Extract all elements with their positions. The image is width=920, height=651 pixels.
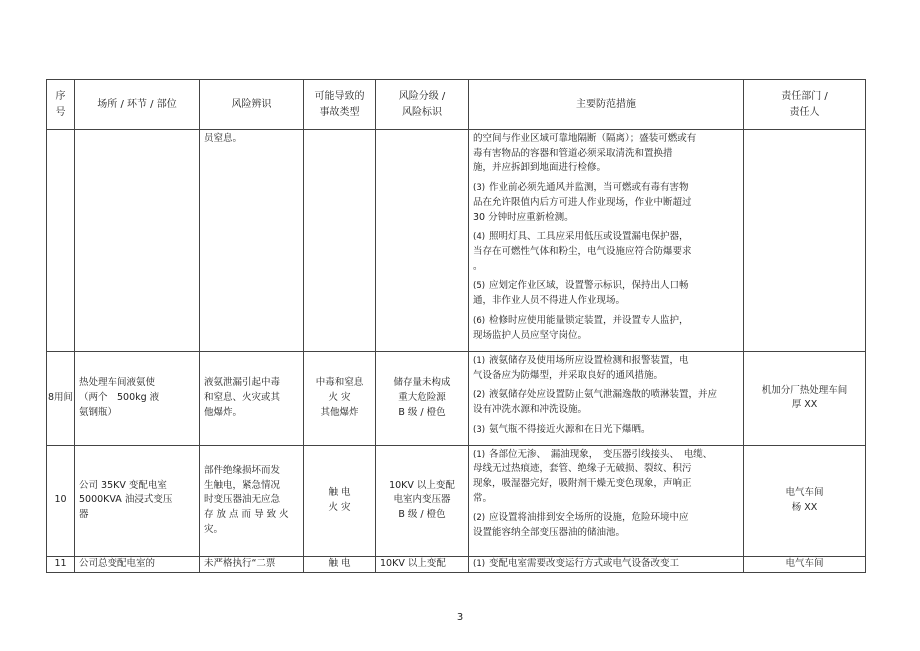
risk-cell: 未严格执行“二票 <box>200 556 304 572</box>
header-risk-identification: 风险辨识 <box>200 80 304 130</box>
accident-cell: 中毒和窒息 火 灾 其他爆炸 <box>304 352 376 446</box>
measures-cell: (1) 各部位无渗、 漏油现象， 变压器引线接头、 电缆、 母线无过热痕迹，套管、绝缘子无破损、裂纹、积污 现象，吸湿器完好，吸附剂干燥无变色现象，声响正 常。 (2) 应设置将油排到安全场所的设施，危险环境中应 设置能容纳全部变压器油的储油池。 <box>469 445 744 556</box>
page-number: 3 <box>456 612 464 623</box>
department-cell: 机加分厂热处理车间 厚 XX <box>744 352 866 446</box>
header-measures: 主要防范措施 <box>469 80 744 130</box>
place-cell: 公司总变配电室的 <box>75 556 200 572</box>
header-department: 责任部门 / 责任人 <box>744 80 866 130</box>
table-row <box>47 445 866 556</box>
seq-cell: 8用间 <box>47 352 75 446</box>
measures-cell: (1) 变配电室需要改变运行方式或电气设备改变工 <box>469 556 744 572</box>
department-cell: 电气车间 杨 XX <box>744 445 866 556</box>
grade-cell: 10KV 以上变配 电室内变压器 B 级 / 橙色 <box>376 445 469 556</box>
table-row <box>47 130 866 352</box>
risk-cell: 液氨泄漏引起中毒 和窒息、火灾或其 他爆炸。 <box>200 352 304 446</box>
place-cell: 热处理车间液氨使 （两个 500kg 液 氨钢瓶） <box>75 352 200 446</box>
table-header-row <box>47 80 866 130</box>
header-place: 场所 / 环节 / 部位 <box>75 80 200 130</box>
grade-cell: 10KV 以上变配 <box>376 556 469 572</box>
risk-cell: 员窒息。 <box>200 130 304 352</box>
risk-assessment-table <box>46 79 866 573</box>
grade-cell: 储存量未构成 重大危险源 B 级 / 橙色 <box>376 352 469 446</box>
measures-cell: 的空间与作业区域可靠地隔断（隔离）；盛装可燃或有 毒有害物品的容器和管道必须采取清洗和置换措 施，并应拆卸到地面进行检修。 (3) 作业前必须先通风并监测，当可燃或有毒有害物 品在允许限值内后方可进人作业现场，作业中断超过 30 分钟时应重新检测。 (4) 照明灯具、工具应采用低压或设置漏电保护器， 当存在可燃性气体和粉尘，电气设施应符合防爆要求 。 (5) 应划定作业区域，设置警示标识，保持出人口畅 通，非作业人员不得进人作业现场。 (6) 检修时应使用能量锁定装置，并设置专人监护， 现场监护人员应坚守岗位。 <box>469 130 744 352</box>
header-risk-grade: 风险分级 / 风险标识 <box>376 80 469 130</box>
seq-cell: 10 <box>47 445 75 556</box>
accident-cell: 触 电 <box>304 556 376 572</box>
place-cell: 公司 35KV 变配电室 5000KVA 油浸式变压 器 <box>75 445 200 556</box>
table-row <box>47 556 866 572</box>
seq-cell: 11 <box>47 556 75 572</box>
department-cell: 电气车间 <box>744 556 866 572</box>
header-accident-type: 可能导致的 事故类型 <box>304 80 376 130</box>
table-row <box>47 352 866 446</box>
risk-cell: 部件绝缘损坏而发 生触电，紧急情况 时变压器油无应急 存 放 点 而 导 致 火 灾。 <box>200 445 304 556</box>
accident-cell: 触 电 火 灾 <box>304 445 376 556</box>
header-seq: 序号 <box>47 80 75 130</box>
measures-cell: (1) 液氨储存及使用场所应设置检测和报警装置，电 气设备应为防爆型，并采取良好的通风措施。 (2) 液氨储存处应设置防止氨气泄漏逸散的喷淋装置，并应 设有冲洗水源和冲洗设施。 (3) 氨气瓶不得接近火源和在日光下爆晒。 <box>469 352 744 446</box>
